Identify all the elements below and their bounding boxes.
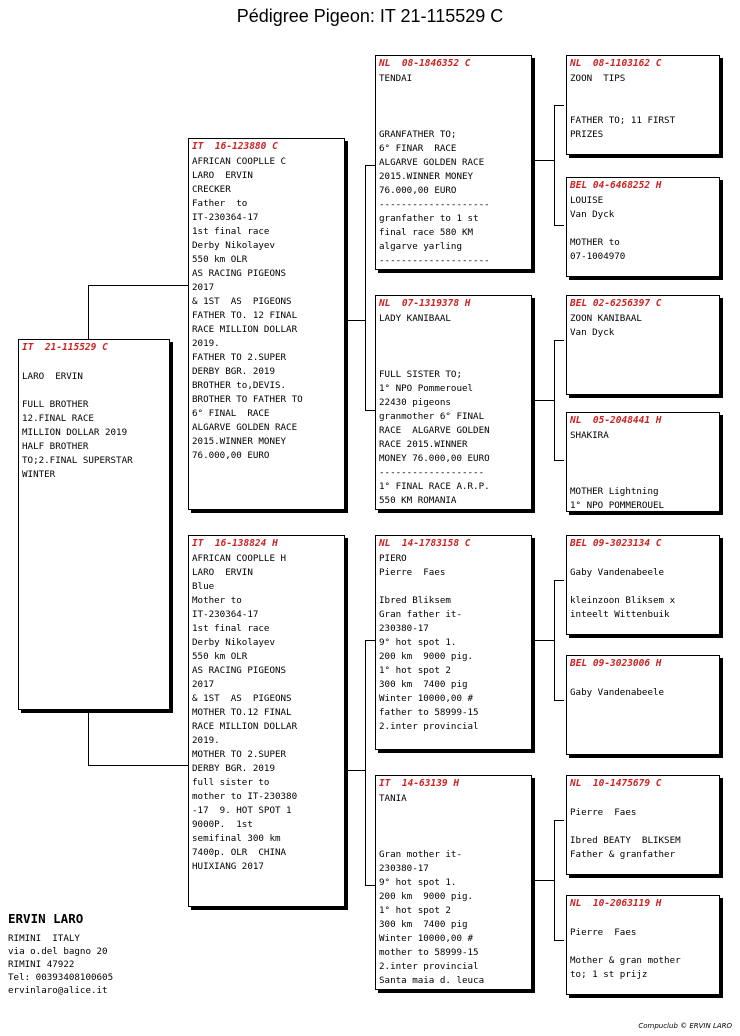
ring-number: NL 10-1475679 C [570, 778, 662, 789]
pigeon-details: Pierre Faes Ibred BEATY BLIKSEM Father & granfather [570, 807, 681, 860]
connector-line [365, 165, 375, 166]
ring-number: IT 14-63139 H [379, 778, 460, 789]
connector-line [532, 880, 554, 881]
ring-number: BEL 02-6256397 C [570, 298, 662, 309]
great-grandparent-card [566, 412, 720, 512]
ring-number: NL 08-1103162 C [570, 58, 662, 69]
maternal-grandfather-card [375, 535, 532, 750]
pigeon-details: TENDAI GRANFATHER TO; 6° FINAR RACE ALGARVE GOLDEN RACE 2015.WINNER MONEY 76.000,00 EURO -------------------- granfather to 1 st final race 580 KM algarve yarling -------------------- [379, 73, 490, 266]
subject-pigeon-card [18, 339, 170, 710]
ring-number: NL 14-1783158 C [379, 538, 471, 549]
ring-number: IT 21-115529 C [22, 342, 108, 353]
connector-line [554, 820, 555, 940]
pigeon-details: LARO ERVIN FULL BROTHER 12.FINAL RACE MILLION DOLLAR 2019 HALF BROTHER TO;2.FINAL SUPERSTAR WINTER [22, 371, 133, 480]
connector-line [554, 225, 564, 226]
ring-number: IT 16-138824 H [192, 538, 278, 549]
paternal-grandmother-card [375, 295, 532, 510]
great-grandparent-card [566, 655, 720, 755]
breeder-address: RIMINI ITALY via o.del bagno 20 RIMINI 47922 Tel: 00393408100605 ervinlaro@alice.it [8, 933, 114, 996]
pigeon-details: LADY KANIBAAL FULL SISTER TO; 1° NPO Pommerouel 22430 pigeons granmother 6° FINAL RACE ALGARVE GOLDEN RACE 2015.WINNER MONEY 76.000,00 EURO ------------------- 1° FINAL RACE A.R.P. 550 KM ROMANIA [379, 313, 490, 506]
connector-line [532, 640, 554, 641]
connector-line [88, 710, 89, 765]
great-grandparent-card [566, 775, 720, 875]
pigeon-details: Gaby Vandenabeele [570, 687, 665, 698]
ring-number: NL 10-2063119 H [570, 898, 662, 909]
ring-number: NL 05-2048441 H [570, 415, 662, 426]
page-title: Pédigree Pigeon: IT 21-115529 C [236, 6, 504, 26]
great-grandparent-card [566, 895, 720, 995]
connector-line [554, 940, 564, 941]
ring-number: IT 16-123880 C [192, 141, 278, 152]
connector-line [554, 105, 564, 106]
connector-line [365, 410, 375, 411]
connector-line [88, 285, 89, 339]
pigeon-details: TANIA Gran mother it- 230380-17 9° hot spot 1. 200 km 9000 pig. 1° hot spot 2 300 km 7400 pig Winter 10000,00 # mother to 58999-15 2.inter provincial Santa maia d. leuca [379, 793, 485, 986]
paternal-grandfather-card [375, 55, 532, 270]
pigeon-details: AFRICAN COOPLLE H LARO ERVIN Blue Mother to IT-230364-17 1st final race Derby Nikolayev 550 km OLR AS RACING PIGEONS 2017 & 1ST AS PIGEONS MOTHER TO.12 FINAL RACE MILLION DOLLAR 2019. MOTHER TO 2.SUPER DERBY BGR. 2019 full sister to mother to IT-230380 -17 9. HOT SPOT 1 9000P. 1st semifinal 300 km 7400p. OLR CHINA HUIXIANG 2017 [192, 553, 298, 872]
maternal-grandmother-card [375, 775, 532, 990]
software-credit: Compuclub © ERVIN LARO [638, 1022, 732, 1030]
pigeon-details: ZOON KANIBAAL Van Dyck [570, 313, 642, 338]
connector-line [365, 885, 375, 886]
connector-line [554, 700, 564, 701]
ring-number: BEL 09-3023006 H [570, 658, 662, 669]
ring-number: BEL 09-3023134 C [570, 538, 662, 549]
connector-line [554, 820, 564, 821]
ring-number: NL 08-1846352 C [379, 58, 471, 69]
connector-line [532, 160, 554, 161]
great-grandparent-card [566, 177, 720, 277]
connector-line [365, 640, 375, 641]
great-grandparent-card [566, 295, 720, 395]
connector-line [554, 580, 555, 700]
ring-number: BEL 04-6468252 H [570, 180, 662, 191]
connector-line [365, 165, 366, 410]
great-grandparent-card [566, 535, 720, 635]
connector-line [365, 640, 366, 885]
father-card [188, 138, 345, 510]
connector-line [554, 340, 555, 460]
connector-line [532, 400, 554, 401]
breeder-info [8, 910, 113, 997]
connector-line [554, 580, 564, 581]
connector-line [88, 285, 188, 286]
connector-line [88, 765, 188, 766]
connector-line [345, 770, 365, 771]
breeder-name: ERVIN LARO [8, 911, 84, 926]
pigeon-details: ZOON TIPS FATHER TO; 11 FIRST PRIZES [570, 73, 676, 140]
pigeon-details: LOUISE Van Dyck MOTHER to 07-1004970 [570, 195, 626, 262]
great-grandparent-card [566, 55, 720, 155]
connector-line [554, 460, 564, 461]
mother-card [188, 535, 345, 907]
pigeon-details: AFRICAN COOPLLE C LARO ERVIN CRECKER Father to IT-230364-17 1st final race Derby Nikolayev 550 km OLR AS RACING PIGEONS 2017 & 1ST AS PIGEONS FATHER TO. 12 FINAL RACE MILLION DOLLAR 2019. FATHER TO 2.SUPER DERBY BGR. 2019 BROTHER to,DEVIS. BROTHER TO FATHER TO 6° FINAL RACE ALGARVE GOLDEN RACE 2015.WINNER MONEY 76.000,00 EURO [192, 156, 303, 461]
connector-line [554, 105, 555, 225]
connector-line [554, 340, 564, 341]
pigeon-details: Pierre Faes Mother & gran mother to; 1 st prijz [570, 927, 681, 980]
connector-line [345, 320, 365, 321]
pigeon-details: PIERO Pierre Faes Ibred Bliksem Gran father it- 230380-17 9° hot spot 1. 200 km 9000 pig. 1° hot spot 2 300 km 7400 pig Winter 10000,00 # father to 58999-15 2.inter provincial [379, 553, 479, 732]
ring-number: NL 07-1319378 H [379, 298, 471, 309]
pigeon-details: Gaby Vandenabeele kleinzoon Bliksem x inteelt Wittenbuik [570, 567, 676, 620]
pigeon-details: SHAKIRA MOTHER Lightning 1° NPO POMMEROUEL [570, 430, 665, 511]
